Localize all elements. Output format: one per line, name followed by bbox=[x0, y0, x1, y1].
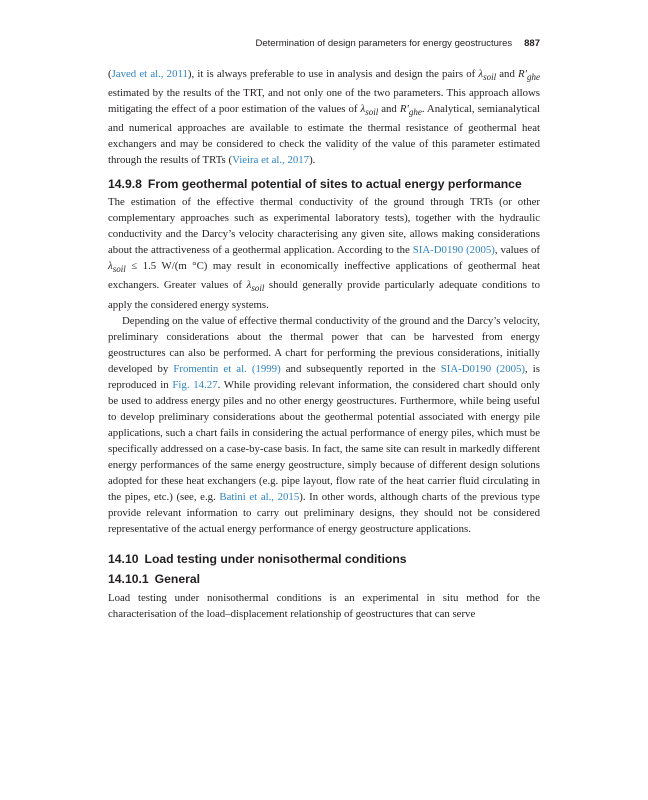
citation-javed-2011[interactable]: Javed et al., 2011 bbox=[111, 68, 188, 80]
paragraph-3: Depending on the value of effective thermal conductivity of the ground and the Darcy’s velocity, preliminary considerations about the thermal power that can be harvested from energy geostructures can also be performed. A chart for performing the previous considerations, initially developed by Fromentin et al. (1999) and subsequently reported in the SIA-D0190 (2005), is reproduced in Fig. 14.27. While providing relevant information, the considered chart should only be used to address energy piles and no other energy geostructures. Furthermore, while being useful to develop preliminary considerations about the geothermal potential associated with energy pile applications, such a chart fails in considering the actual performance of energy piles, which must be specifically addressed on a case-by-case basis. In fact, the same site can result in markedly different energy performances of the same energy geostructure, simply because of different design solutions adopted for these heat exchangers (e.g. pipe layout, flow rate of the heat carrier fluid circulating in the pipes, etc.) (see, e.g. Batini et al., 2015). In other words, although charts of the previous type provide relevant information to carry out preliminary designs, they should not be considered representative of the actual energy performance of energy geostructure applications. bbox=[108, 314, 540, 535]
page-number: 887 bbox=[524, 38, 540, 49]
paragraph-1: (Javed et al., 2011), it is always preferable to use in analysis and design the pairs of $\lambda_{soil}$ and $R'_{ghe}$ estimated by the results of the TRT, and not only one of the two parameters. This approach allows mitigating the effect of a poor estimation of the values of $\lambda_{soil}$ and $R'_{ghe}$. Analytical, semianalytical and numerical approaches are available to estimate the thermal resistance of geothermal heat exchangers and may be considered to check the validity of the value of this parameter estimated through the results of TRTs (Vieira et al., 2017). bbox=[108, 68, 540, 167]
soil-subscript: soil bbox=[251, 283, 265, 294]
citation-sia-d0190[interactable]: SIA-D0190 (2005) bbox=[412, 244, 495, 257]
section-number: 14.10.1 bbox=[108, 571, 149, 586]
soil-subscript: soil bbox=[112, 264, 126, 275]
lambda-symbol: λ bbox=[360, 103, 366, 116]
page-body bbox=[108, 66, 540, 622]
r-ghe-symbol: R′ bbox=[399, 103, 409, 116]
section-number: 14.10 bbox=[108, 551, 139, 566]
citation-batini-2015[interactable]: Batini et al., 2015 bbox=[219, 490, 300, 503]
paragraph-2: The estimation of the effective thermal conductivity of the ground through TRTs (or other complementary approaches such as experimental laboratory tests), together with the hydraulic conductivity and the Darcy’s velocity characterising any given site, allows making considerations about the attractiveness of a geothermal application. According to the SIA-D0190 (2005), values of $\lambda_{soil} \le 1.5$ W/(m °C) may result in economically ineffective applications of geothermal heat exchangers. Greater values of $\lambda_{soil}$ should generally provide particularly adequate conditions to apply the considered energy systems. bbox=[108, 196, 540, 311]
section-heading-14-10-1 bbox=[108, 572, 540, 587]
figure-link-14-27[interactable]: Fig. 14.27 bbox=[172, 378, 218, 391]
ghe-subscript: ghe bbox=[408, 107, 422, 118]
running-header bbox=[108, 38, 540, 52]
section-title: Load testing under nonisothermal conditions bbox=[144, 551, 407, 566]
citation-sia-d0190[interactable]: SIA-D0190 (2005) bbox=[440, 362, 525, 375]
lambda-symbol: λ bbox=[108, 260, 113, 273]
soil-subscript: soil bbox=[365, 107, 379, 118]
citation-vieira-2017[interactable]: Vieira et al., 2017 bbox=[232, 154, 310, 167]
running-title: Determination of design parameters for energy geostructures bbox=[255, 38, 513, 49]
citation-fromentin-1999[interactable]: Fromentin et al. (1999) bbox=[173, 362, 281, 375]
section-title: General bbox=[154, 571, 201, 586]
ghe-subscript: ghe bbox=[527, 72, 540, 83]
paragraph-4: Load testing under nonisothermal conditions is an experimental in situ method for the characterisation of the load–displacement relationship of geostructures that can serve bbox=[108, 591, 540, 620]
section-heading-14-10 bbox=[108, 552, 540, 567]
section-number: 14.9.8 bbox=[108, 177, 142, 192]
r-ghe-symbol: R′ bbox=[518, 68, 527, 80]
lambda-symbol: λ bbox=[478, 68, 484, 80]
section-title: From geothermal potential of sites to actual energy performance bbox=[147, 177, 522, 192]
soil-subscript: soil bbox=[483, 72, 497, 83]
lambda-symbol: λ bbox=[246, 279, 252, 292]
section-heading-14-9-8 bbox=[108, 177, 540, 192]
